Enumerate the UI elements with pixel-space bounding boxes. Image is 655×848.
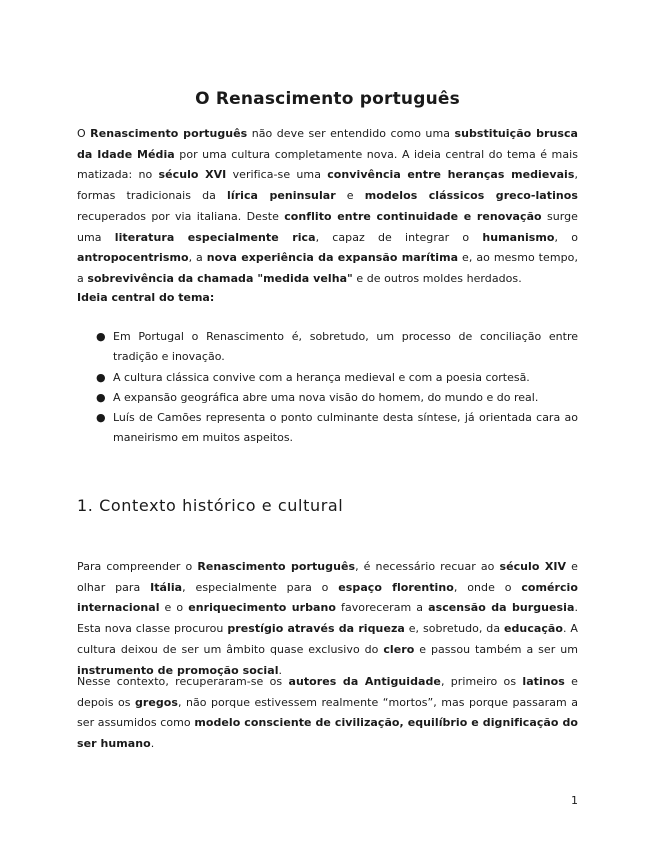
bullet-text: Luís de Camões representa o ponto culminante desta síntese, já orientada cara ao maneirismo em muitos aspeitos. bbox=[113, 411, 578, 445]
bold-phrase: latinos bbox=[522, 675, 565, 688]
bullet-icon: ● bbox=[96, 411, 106, 425]
bold-phrase: instrumento de promoção social bbox=[77, 663, 279, 677]
document-title: O Renascimento português bbox=[195, 89, 460, 110]
bullet-icon: ● bbox=[96, 370, 106, 384]
bold-phrase: substituição brusca da Idade Média bbox=[77, 127, 578, 161]
section-heading: 1. Contexto histórico e cultural bbox=[77, 496, 344, 515]
bullet-text: Em Portugal o Renascimento é, sobretudo, um processo de conciliação entre tradição e inovação. bbox=[113, 330, 578, 364]
intro-paragraph: O Renascimento português não deve ser entendido como uma substituição brusca da Idade Média por uma cultura completamente nova. A ideia central do tema é mais matizada: no século XVI verifica-se uma convivência entre heranças medievais, formas tradicionais da lírica peninsular e modelos clássicos greco-latinos recuperados por via italiana. Deste conflito entre continuidade e renovação surge uma literatura especialmente rica, capaz de integrar o humanismo, o antropocentrismo, a nova experiência da expansão marítima e, ao mesmo tempo, a sobrevivência da chamada "medida velha" e de outros moldes herdados. bbox=[77, 127, 579, 285]
context-paragraph-1: Para compreender o Renascimento português, é necessário recuar ao século XIV e olhar para Itália, especialmente para o espaço florentino, onde o comércio internacional e o enriquecimento urbano favoreceram a ascensão da burguesia. Esta nova classe procurou prestígio através da riqueza e, sobretudo, da educação. A cultura deixou de ser um âmbito quase exclusivo do clero e passou também a ser um instrumento de promoção social. bbox=[77, 560, 578, 677]
bold-phrase: enriquecimento urbano bbox=[188, 601, 337, 615]
bold-phrase: século XVI bbox=[158, 168, 227, 182]
bullet-item bbox=[77, 408, 578, 449]
bullet-icon: ● bbox=[96, 390, 106, 404]
bold-phrase: Renascimento português bbox=[90, 127, 248, 140]
bold-phrase: comércio internacional bbox=[77, 580, 578, 615]
bullet-item bbox=[77, 327, 578, 368]
central-idea-heading: Ideia central do tema: bbox=[77, 291, 215, 304]
bold-phrase: espaço florentino bbox=[338, 580, 454, 594]
bold-phrase: humanismo bbox=[482, 230, 555, 244]
bold-phrase: convivência entre heranças medievais bbox=[327, 168, 575, 182]
bold-phrase: século XIV bbox=[499, 560, 567, 573]
bold-phrase: autores da Antiguidade bbox=[288, 675, 441, 688]
bold-phrase: lírica peninsular bbox=[227, 189, 336, 203]
bold-phrase: antropocentrismo bbox=[77, 251, 189, 265]
bullet-item bbox=[77, 368, 578, 388]
bold-phrase: prestígio através da riqueza bbox=[227, 622, 405, 636]
bold-phrase: modelos clássicos greco-latinos bbox=[364, 189, 578, 203]
bold-phrase: literatura especialmente rica bbox=[114, 230, 316, 244]
bold-phrase: conflito entre continuidade e renovação bbox=[284, 209, 542, 223]
bullet-text: A expansão geográfica abre uma nova visão do homem, do mundo e do real. bbox=[113, 390, 539, 404]
bullet-text: A cultura clássica convive com a herança medieval e com a poesia cortesã. bbox=[113, 370, 530, 384]
bold-phrase: gregos bbox=[134, 695, 178, 709]
bold-phrase: clero bbox=[383, 642, 415, 656]
bold-phrase: Renascimento português bbox=[197, 560, 356, 573]
bold-phrase: modelo consciente de civilização, equilíbrio e dignificação do ser humano bbox=[77, 716, 578, 751]
context-paragraph-2: Nesse contexto, recuperaram-se os autores da Antiguidade, primeiro os latinos e depois os gregos, não porque estivessem realmente “mortos”, mas porque passaram a ser assumidos como modelo consciente de civilização, equilíbrio e dignificação do ser humano. bbox=[77, 675, 578, 751]
bullet-icon: ● bbox=[96, 330, 106, 343]
central-idea-list bbox=[77, 327, 578, 449]
bold-phrase: nova experiência da expansão marítima bbox=[206, 251, 459, 265]
bold-phrase: sobrevivência da chamada "medida velha" bbox=[87, 271, 353, 285]
page-number: 1 bbox=[571, 794, 578, 807]
bullet-item bbox=[77, 388, 578, 408]
bold-phrase: Itália bbox=[150, 580, 183, 594]
bold-phrase: educação bbox=[504, 622, 564, 636]
bold-phrase: ascensão da burguesia bbox=[428, 601, 575, 615]
